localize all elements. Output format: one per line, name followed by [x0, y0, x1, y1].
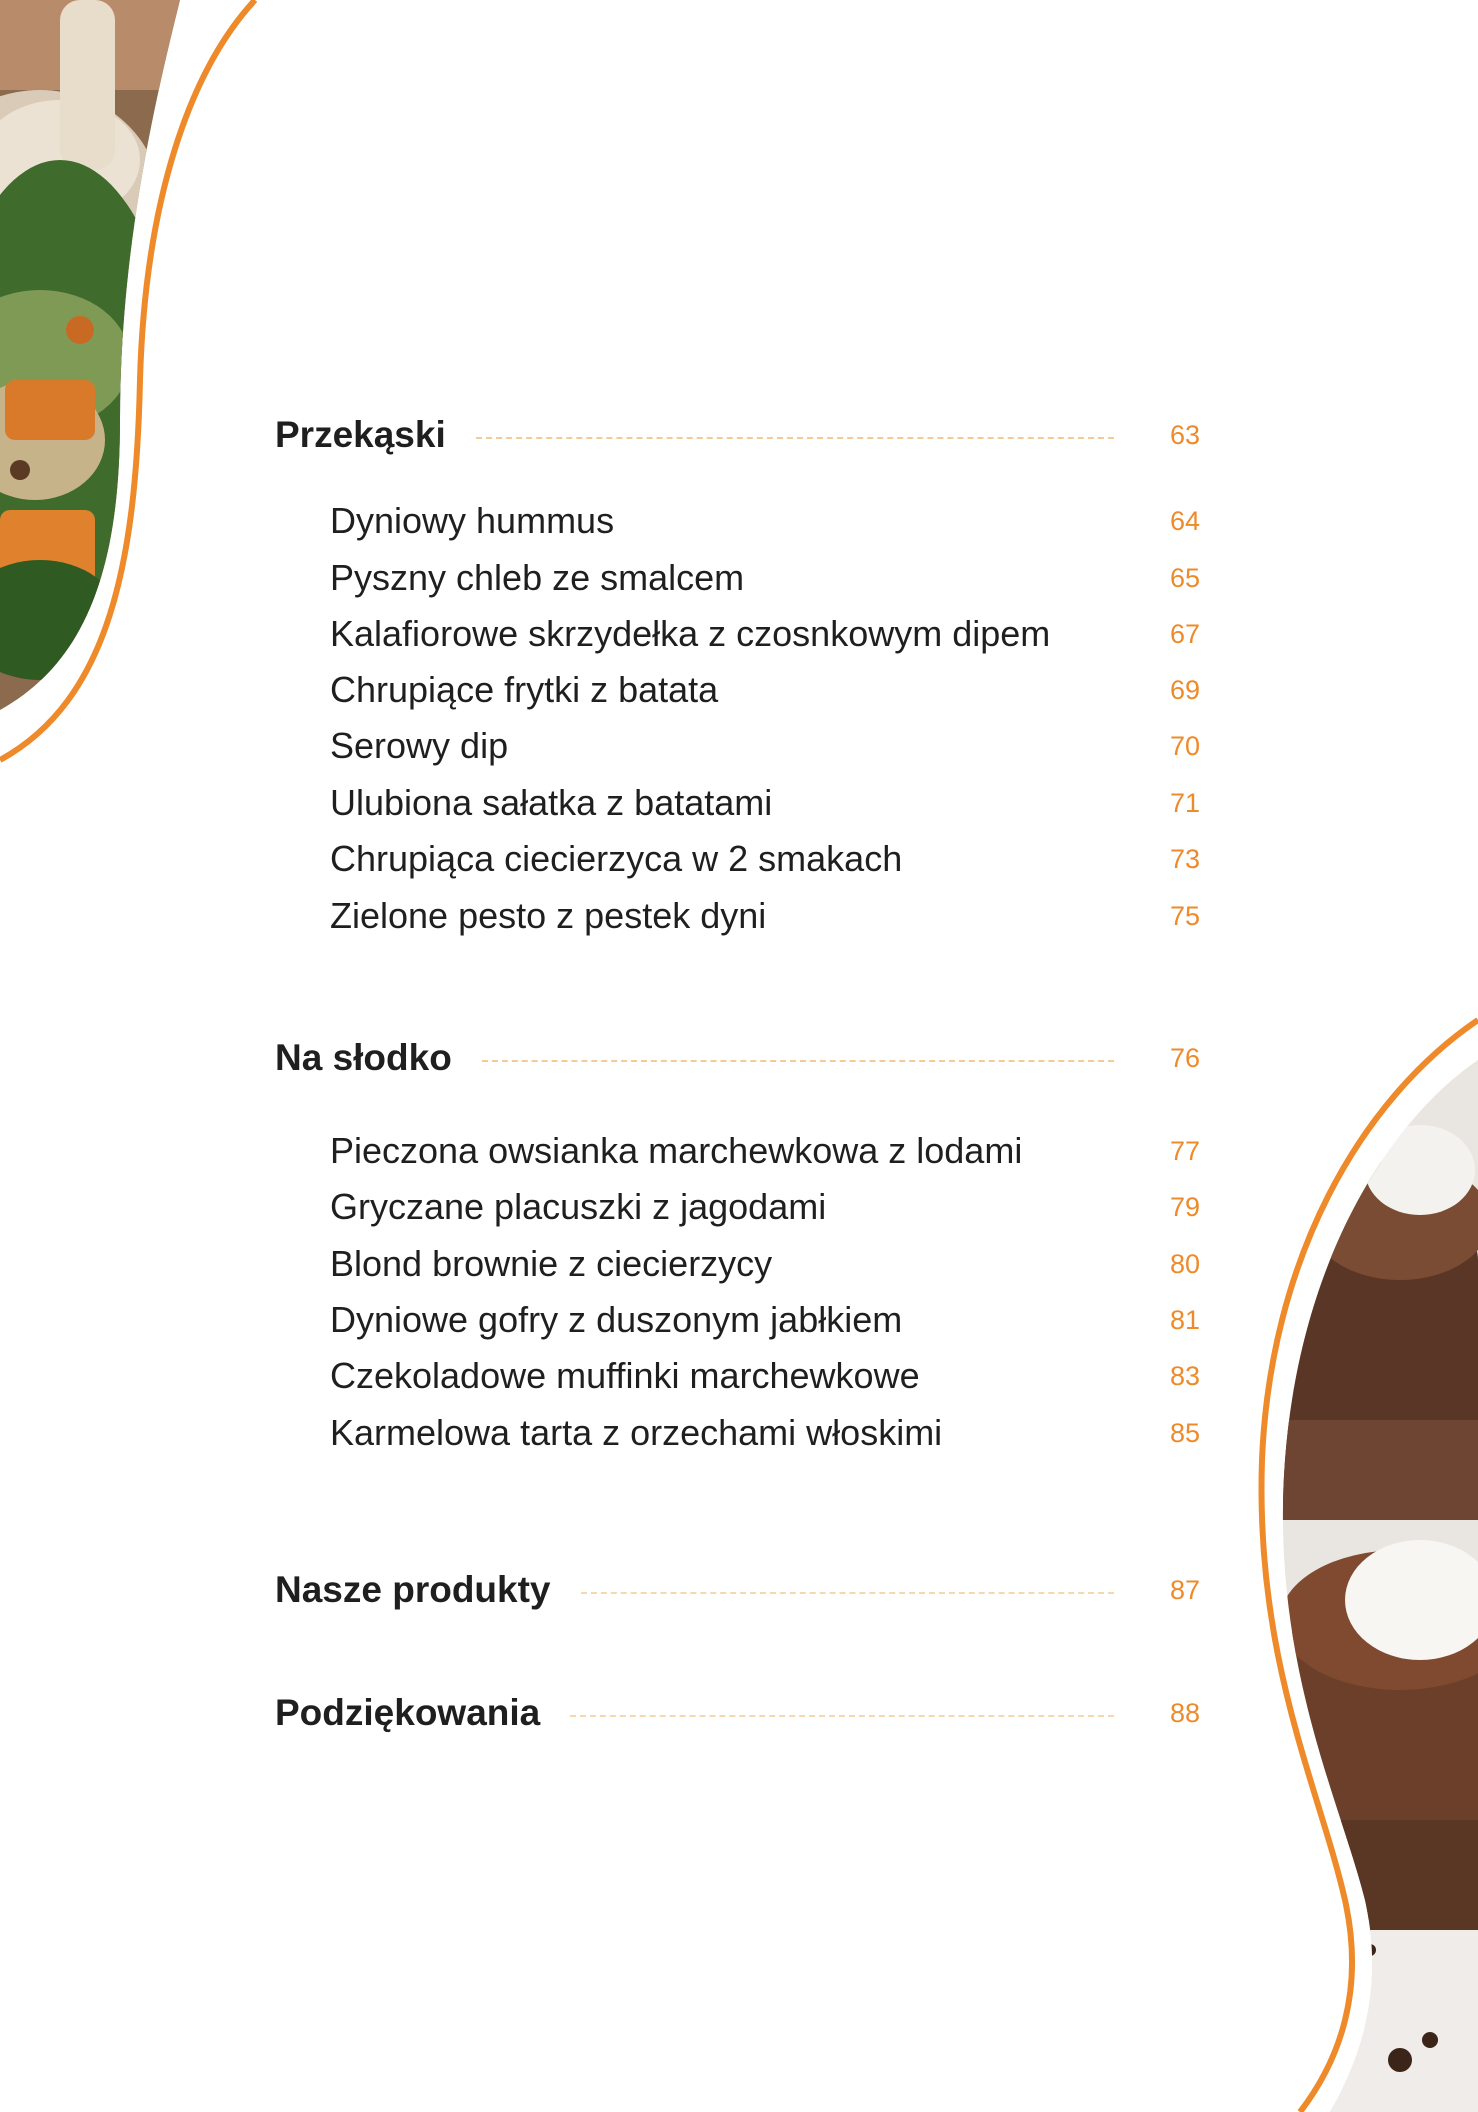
toc-section-na-slodko[interactable]	[275, 1030, 1200, 1086]
page-number: 80	[1169, 1248, 1200, 1279]
toc-item[interactable]	[330, 891, 1200, 941]
toc-section-nasze-produkty[interactable]	[275, 1562, 1200, 1618]
page-number: 63	[1169, 419, 1200, 450]
item-label: Zielone pesto z pestek dyni	[330, 895, 767, 936]
page-number: 88	[1169, 1697, 1200, 1728]
page-number: 71	[1169, 787, 1200, 818]
toc-section-przekaski[interactable]	[275, 407, 1200, 463]
section-title: Podziękowania	[275, 1692, 541, 1733]
dotted-leader	[476, 437, 1114, 439]
toc-item[interactable]	[330, 553, 1200, 603]
section-title: Nasze produkty	[275, 1569, 551, 1610]
toc-item[interactable]	[330, 1408, 1200, 1458]
page-number: 77	[1169, 1135, 1200, 1166]
toc-item[interactable]	[330, 1295, 1200, 1345]
toc-item[interactable]	[330, 609, 1200, 659]
item-label: Blond brownie z ciecierzycy	[330, 1243, 773, 1284]
item-label: Ulubiona sałatka z batatami	[330, 782, 773, 823]
toc-item[interactable]	[330, 1351, 1200, 1401]
page-number: 87	[1169, 1574, 1200, 1605]
item-label: Czekoladowe muffinki marchewkowe	[330, 1355, 920, 1396]
item-label: Dyniowe gofry z duszonym jabłkiem	[330, 1299, 903, 1340]
toc-item[interactable]	[330, 778, 1200, 828]
dotted-leader	[482, 1060, 1114, 1062]
toc-section-podziekowania[interactable]	[275, 1685, 1200, 1741]
section-title: Na słodko	[275, 1037, 452, 1078]
item-label: Pieczona owsianka marchewkowa z lodami	[330, 1130, 1023, 1171]
page-number: 79	[1169, 1191, 1200, 1222]
toc-item[interactable]	[330, 834, 1200, 884]
page-number: 69	[1169, 674, 1200, 705]
item-label: Pyszny chleb ze smalcem	[330, 557, 745, 598]
toc-item[interactable]	[330, 665, 1200, 715]
page-number: 64	[1169, 505, 1200, 536]
item-label: Kalafiorowe skrzydełka z czosnkowym dipem	[330, 613, 1051, 654]
page-number: 73	[1169, 843, 1200, 874]
page-number: 83	[1169, 1360, 1200, 1391]
item-label: Serowy dip	[330, 725, 509, 766]
page-number: 65	[1169, 562, 1200, 593]
page-number: 70	[1169, 730, 1200, 761]
toc-item[interactable]	[330, 721, 1200, 771]
item-label: Gryczane placuszki z jagodami	[330, 1186, 827, 1227]
item-label: Chrupiące frytki z batata	[330, 669, 719, 710]
page-number: 75	[1169, 900, 1200, 931]
toc-item[interactable]	[330, 1239, 1200, 1289]
page-number: 81	[1169, 1304, 1200, 1335]
item-label: Dyniowy hummus	[330, 500, 615, 541]
item-label: Karmelowa tarta z orzechami włoskimi	[330, 1412, 943, 1453]
toc-item[interactable]	[330, 1126, 1200, 1176]
page-number: 76	[1169, 1042, 1200, 1073]
item-label: Chrupiąca ciecierzyca w 2 smakach	[330, 838, 903, 879]
page-number: 85	[1169, 1417, 1200, 1448]
dotted-leader	[581, 1592, 1114, 1594]
section-title: Przekąski	[275, 414, 446, 455]
dotted-leader	[570, 1715, 1114, 1717]
page-number: 67	[1169, 618, 1200, 649]
toc-item[interactable]	[330, 496, 1200, 546]
toc-item[interactable]	[330, 1182, 1200, 1232]
